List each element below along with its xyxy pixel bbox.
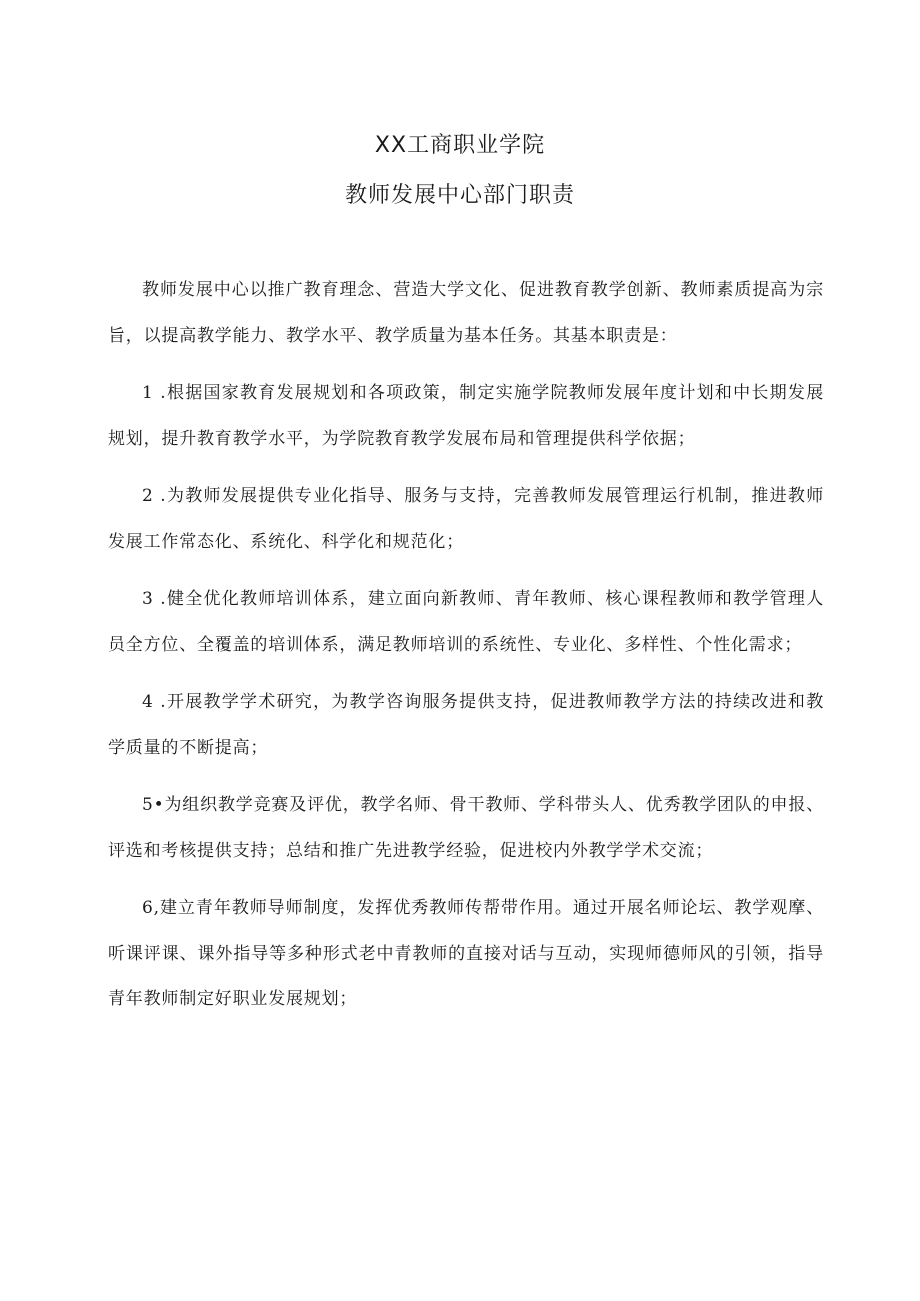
duty-item-5: 5•为组织教学竞赛及评优，教学名师、骨干教师、学科带头人、优秀教学团队的申报、评选和考核提供支持；总结和推广先进教学经验，促进校内外教学学术交流； xyxy=(108,795,824,861)
title-block xyxy=(0,124,920,218)
document-title: XX工商职业学院 xyxy=(374,133,546,158)
duty-item-2: 2 .为教师发展提供专业化指导、服务与支持，完善教师发展管理运行机制，推进教师发展工作常态化、系统化、科学化和规范化； xyxy=(108,486,824,552)
duty-item-1: 1 .根据国家教育发展规划和各项政策，制定实施学院教师发展年度计划和中长期发展规划，提升教育教学水平，为学院教育教学发展布局和管理提供科学依据； xyxy=(108,383,824,449)
intro-paragraph: 教师发展中心以推广教育理念、营造大学文化、促进教育教学创新、教师素质提高为宗旨，以提高教学能力、教学水平、教学质量为基本任务。其基本职责是： xyxy=(108,280,824,346)
document-body xyxy=(108,268,824,1035)
duty-item-3: 3 .健全优化教师培训体系，建立面向新教师、青年教师、核心课程教师和教学管理人员全方位、全覆盖的培训体系，满足教师培训的系统性、专业化、多样性、个性化需求； xyxy=(108,589,824,655)
document-subtitle: 教师发展中心部门职责 xyxy=(344,183,575,208)
duty-item-6: 6,建立青年教师导师制度，发挥优秀教师传帮带作用。通过开展名师论坛、教学观摩、听课评课、课外指导等多种形式老中青教师的直接对话与互动，实现师德师风的引领，指导青年教师制定好职业发展规划； xyxy=(108,898,824,1009)
duty-item-4: 4 .开展教学学术研究，为教学咨询服务提供支持，促进教师教学方法的持续改进和教学质量的不断提高； xyxy=(108,692,824,758)
